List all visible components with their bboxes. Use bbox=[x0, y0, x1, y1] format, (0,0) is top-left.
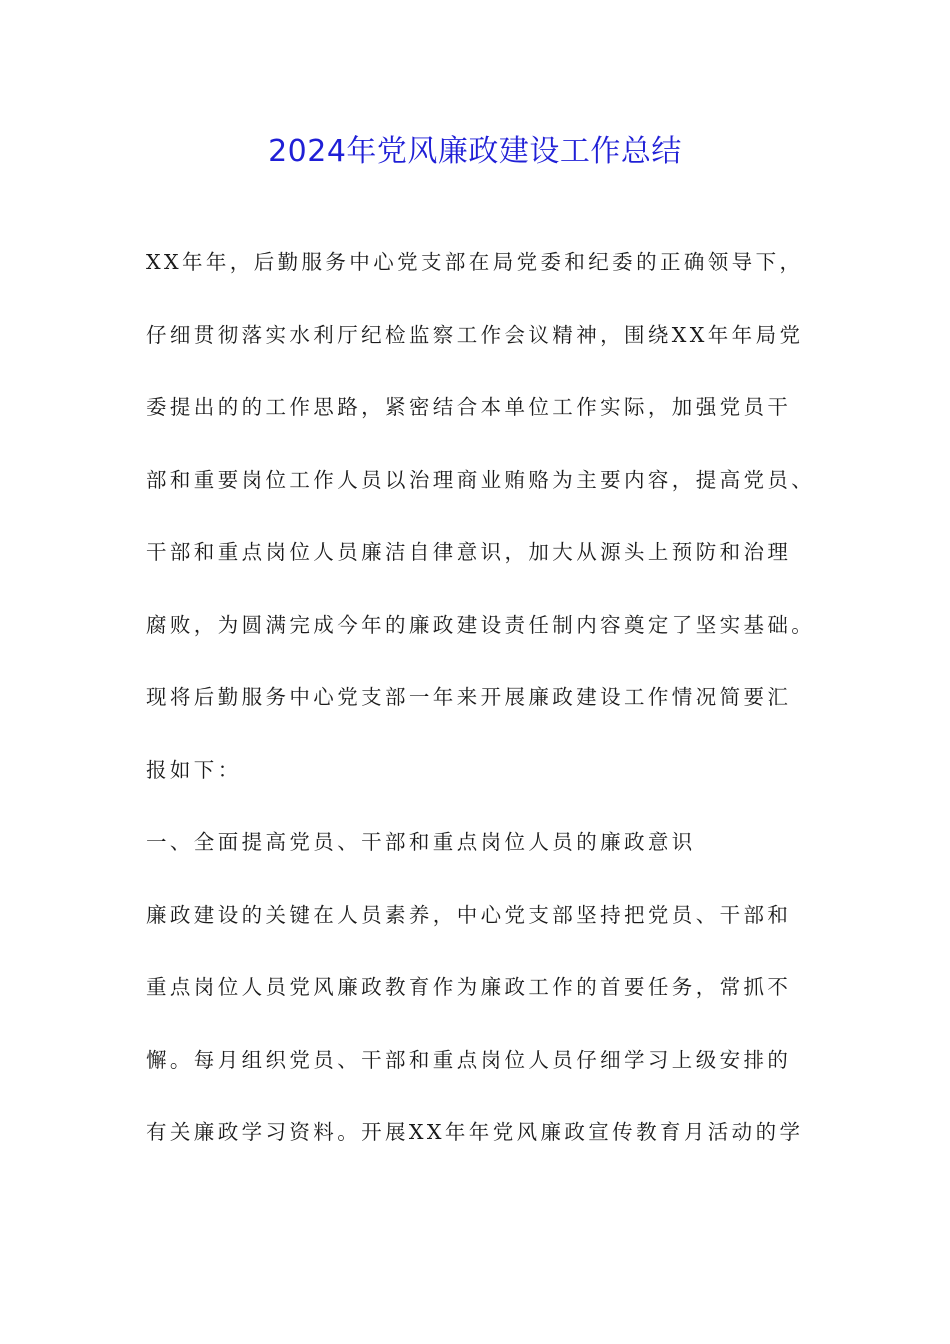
body-line: 干部和重点岗位人员廉洁自律意识，加大从源头上预防和治理 bbox=[146, 540, 792, 564]
body-line: 现将后勤服务中心党支部一年来开展廉政建设工作情况简要汇 bbox=[146, 685, 792, 709]
document-body bbox=[146, 226, 836, 1169]
body-line: 仔细贯彻落实水利厅纪检监察工作会议精神，围绕XX年年局党 bbox=[146, 322, 804, 347]
body-line: 腐败，为圆满完成今年的廉政建设责任制内容奠定了坚实基础。 bbox=[146, 612, 816, 637]
body-line: 部和重要岗位工作人员以治理商业贿赂为主要内容，提高党员、 bbox=[146, 467, 816, 492]
document-title: 2024年党风廉政建设工作总结 bbox=[268, 134, 682, 169]
body-line: 廉政建设的关键在人员素养，中心党支部坚持把党员、干部和 bbox=[146, 902, 792, 927]
body-line: 报如下： bbox=[146, 757, 242, 782]
body-line: 懈。每月组织党员、干部和重点岗位人员仔细学习上级安排的 bbox=[146, 1047, 792, 1072]
section-heading: 一、全面提高党员、干部和重点岗位人员的廉政意识 bbox=[146, 830, 696, 854]
body-line: 有关廉政学习资料。开展XX年年党风廉政宣传教育月活动的学 bbox=[146, 1120, 804, 1144]
body-line: 委提出的的工作思路，紧密结合本单位工作实际，加强党员干 bbox=[146, 395, 792, 419]
body-line: XX年年，后勤服务中心党支部在局党委和纪委的正确领导下， bbox=[146, 250, 804, 274]
body-line: 重点岗位人员党风廉政教育作为廉政工作的首要任务，常抓不 bbox=[146, 975, 792, 999]
